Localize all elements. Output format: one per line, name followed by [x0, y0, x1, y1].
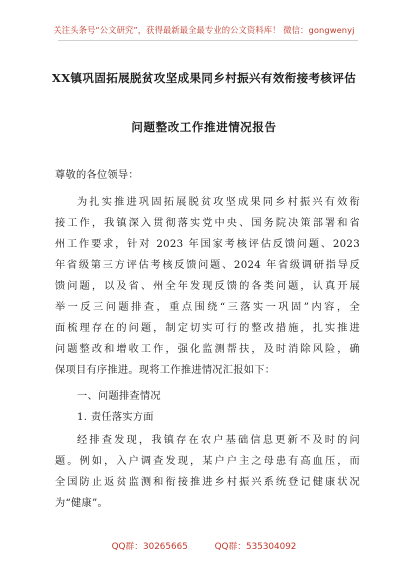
document-title-line2: 问题整改工作推进情况报告 [131, 120, 277, 134]
paragraph-intro [55, 192, 360, 381]
text-line: 年省级第三方评估考核反馈问题、2024 年省级调研指导反 [55, 260, 360, 271]
text-line: 为“健康”。 [55, 498, 108, 509]
text-line: 为扎实推进巩固拓展脱贫攻坚成果同乡村振兴有效衔 [77, 197, 360, 208]
text-line: 问题整改和增收工作，强化监测帮扶，及时消除风险，确 [55, 344, 360, 355]
footer-qq-group-2: QQ群：535304092 [214, 542, 297, 552]
header-divider [58, 40, 358, 41]
salutation: 尊敬的各位领导： [55, 170, 139, 181]
text-line: 接工作，我镇深入贯彻落实党中央、国务院决策部署和省 [55, 218, 360, 229]
text-line: 面梳理存在的问题，制定切实可行的整改措施，扎实推进 [55, 323, 360, 334]
subsection-heading: 1. 责任落实方面 [77, 412, 154, 423]
text-line: 全国防止返贫监测和衔接推进乡村振兴系统登记健康状况 [55, 477, 360, 488]
text-line: 题。例如，入户调查发现，某户户主之母患有高血压，而 [55, 456, 360, 467]
header-promo-note: 关注头条号“公文研究”，获得最新最全最专业的公文资料库！ 微信：gongwenyj [53, 25, 355, 35]
paragraph-findings [55, 430, 360, 514]
text-line: 举一反三问题排查，重点围绕“三落实一巩固”内容，全 [55, 302, 360, 313]
document-title-line1: XX镇巩固拓展脱贫攻坚成果同乡村振兴有效衔接考核评估 [51, 71, 357, 85]
footer-qq-groups [0, 539, 408, 552]
text-line: 保项目有序推进。现将工作推进情况汇报如下： [55, 365, 276, 376]
footer-qq-group-1: QQ群：30265665 [111, 542, 188, 552]
text-line: 馈问题，以及省、州全年发现反馈的各类问题，认真开展 [55, 281, 360, 292]
text-line: 经排查发现，我镇存在农户基础信息更新不及时的问 [77, 435, 360, 446]
section-heading: 一、问题排查情况 [77, 391, 161, 402]
text-line: 州工作要求，针对 2023 年国家考核评估反馈问题、2023 [55, 239, 360, 250]
